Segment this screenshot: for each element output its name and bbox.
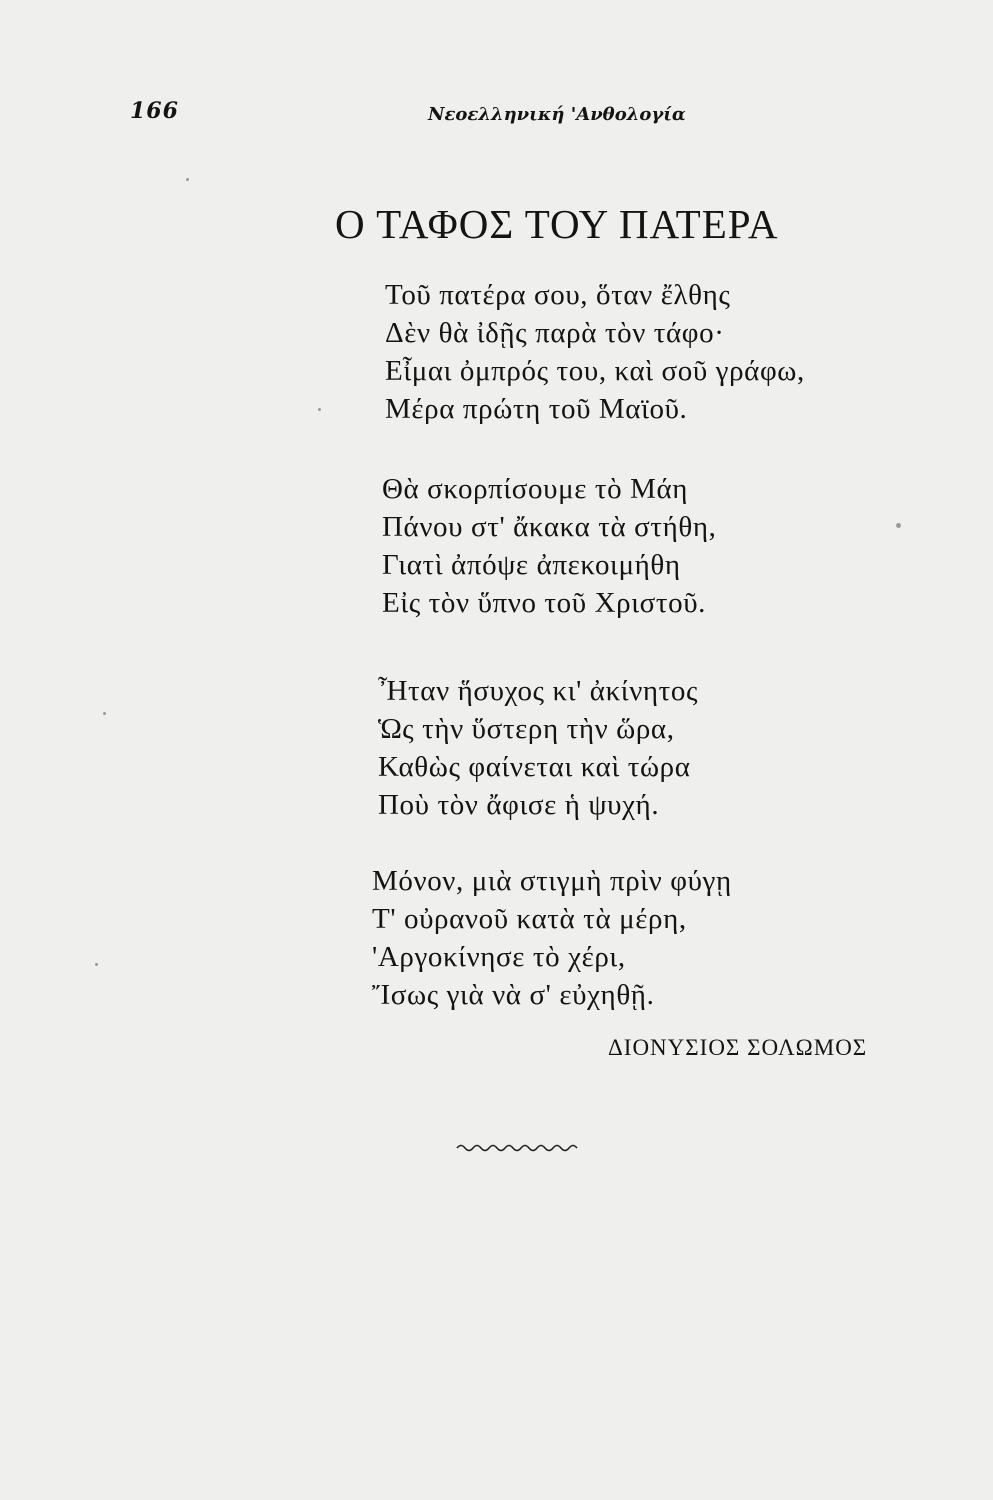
poem-line: Εἶμαι ὀμπρός του, καὶ σοῦ γράφω, [385, 355, 805, 387]
poem-line: Μόνον, μιὰ στιγμὴ πρὶν φύγῃ [372, 865, 732, 897]
poem-line: Καθὼς φαίνεται καὶ τώρα [378, 751, 691, 783]
wavy-rule-icon [455, 1142, 585, 1156]
poem-line: Θὰ σκορπίσουμε τὸ Μάη [382, 473, 689, 505]
stanza [385, 276, 805, 428]
poem-line: Γιατὶ ἀπόψε ἀπεκοιμήθη [382, 549, 681, 581]
poem-line: Ποὺ τὸν ἄφισε ἡ ψυχή. [378, 789, 660, 821]
poem-line: 'Αργοκίνησε τὸ χέρι, [372, 941, 626, 973]
poem-line: Δὲν θὰ ἰδῇς παρὰ τὸν τάφο· [385, 317, 725, 349]
poem-line: Ὡς τὴν ὕστερη τὴν ὥρα, [378, 713, 675, 745]
poem-line: Εἰς τὸν ὕπνο τοῦ Χριστοῦ. [382, 587, 707, 619]
poem-title: Ο ΤΑΦΟΣ ΤΟΥ ΠΑΤΕΡΑ [335, 201, 779, 247]
paper-speck [318, 408, 321, 411]
author-name: ΔΙΟΝΥΣΙΟΣ ΣΟΛΩΜΟΣ [608, 1035, 868, 1060]
paper-speck [186, 178, 189, 181]
poem-line: Τ' οὐρανοῦ κατὰ τὰ μέρη, [372, 903, 687, 935]
paper-speck [103, 712, 106, 715]
paper-speck [896, 523, 901, 528]
poem-line: Ἦταν ἥσυχος κι' ἀκίνητος [378, 675, 699, 707]
stanza [378, 672, 698, 824]
running-header: Νεοελληνική 'Ανθολογία [428, 104, 686, 125]
page-number: 166 [130, 98, 179, 124]
poem-line: Ἴσως γιὰ νὰ σ' εὐχηθῇ. [372, 979, 655, 1011]
stanza [382, 470, 717, 622]
stanza [372, 862, 732, 1014]
poem-line: Μέρα πρώτη τοῦ Μαϊοῦ. [385, 393, 688, 425]
paper-speck [95, 963, 98, 966]
poem-line: Πάνου στ' ἄκακα τὰ στήθη, [382, 511, 717, 543]
poem-line: Τοῦ πατέρα σου, ὅταν ἔλθης [385, 279, 731, 311]
